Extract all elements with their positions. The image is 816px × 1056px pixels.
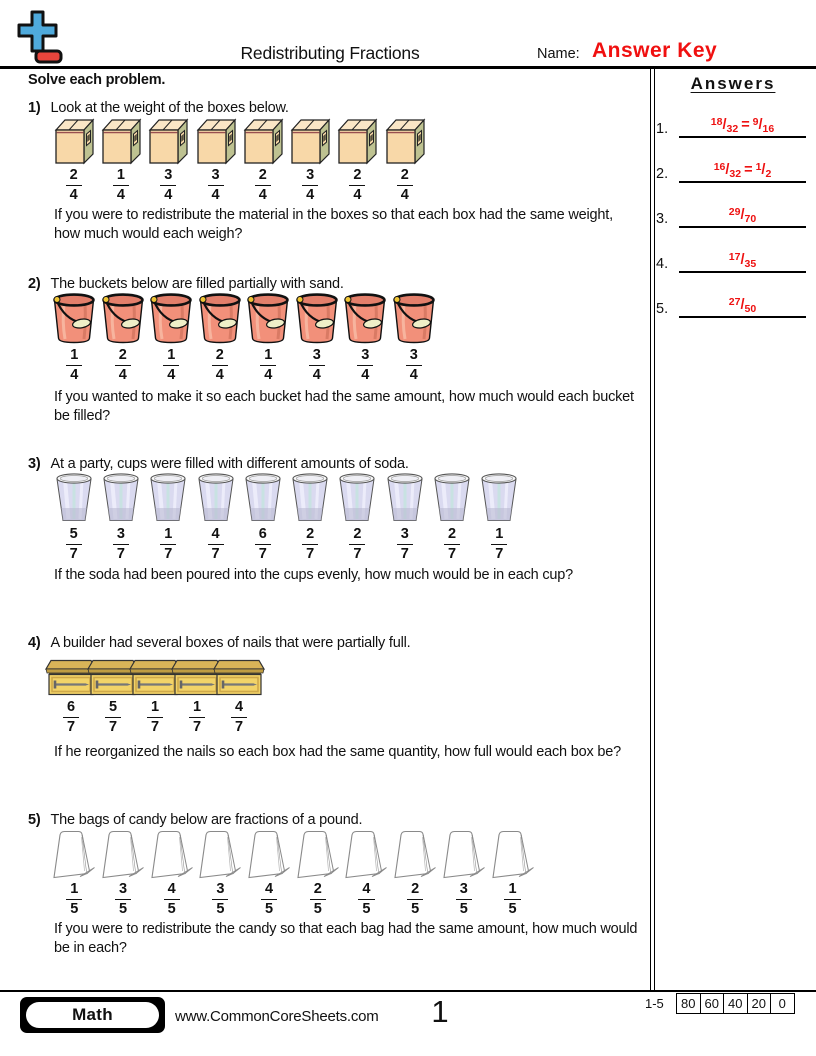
item-cell bbox=[244, 292, 293, 383]
fraction-numerator: 3 bbox=[113, 527, 129, 545]
problem-question: If you wanted to make it so each bucket had the same amount, how much would each bucket be filled? bbox=[54, 389, 634, 424]
item-cell bbox=[440, 829, 489, 917]
fraction-numerator: 2 bbox=[407, 882, 423, 900]
answers-heading: Answers bbox=[690, 74, 776, 93]
footer-rule bbox=[0, 990, 816, 992]
problem-header bbox=[28, 812, 362, 828]
fraction bbox=[66, 882, 82, 917]
fraction bbox=[208, 168, 224, 203]
fraction bbox=[407, 882, 423, 917]
score-cell: 60 bbox=[700, 994, 724, 1013]
subject-label: Math bbox=[26, 1002, 159, 1028]
fraction bbox=[358, 882, 374, 917]
fraction bbox=[231, 700, 247, 735]
instruction-text: Solve each problem. bbox=[28, 72, 166, 88]
fraction bbox=[456, 882, 472, 917]
fraction bbox=[212, 348, 228, 383]
item-cell bbox=[147, 292, 196, 383]
answer-fraction: $^{18}/_{32}$ bbox=[710, 116, 739, 135]
problem-number: 3) bbox=[28, 456, 41, 472]
fraction bbox=[115, 348, 131, 383]
fraction-denominator: 5 bbox=[362, 901, 371, 917]
item-cell bbox=[381, 117, 428, 203]
item-cell bbox=[293, 292, 342, 383]
problem-prompt: The bags of candy below are fractions of a pound. bbox=[50, 812, 363, 828]
problem-header bbox=[28, 100, 289, 116]
candy-bag-icon bbox=[295, 829, 341, 879]
fraction-numerator: 6 bbox=[63, 700, 79, 718]
fraction bbox=[113, 168, 129, 203]
fraction-denominator: 7 bbox=[306, 546, 315, 562]
item-cell bbox=[391, 829, 440, 917]
fraction-numerator: 3 bbox=[212, 882, 228, 900]
cup-icon bbox=[291, 471, 329, 524]
fraction-denominator: 7 bbox=[192, 719, 202, 735]
cup-icon bbox=[338, 471, 376, 524]
item-cell bbox=[334, 471, 381, 562]
answer-key-text: Answer Key bbox=[592, 39, 718, 62]
fraction-numerator: 1 bbox=[189, 700, 205, 718]
score-cell: 80 bbox=[681, 996, 696, 1011]
cup-icon bbox=[55, 471, 93, 524]
fraction-numerator: 6 bbox=[255, 527, 271, 545]
fraction bbox=[309, 348, 325, 383]
fraction bbox=[160, 527, 176, 562]
answer-number: 4. bbox=[656, 256, 669, 272]
problem-prompt: The buckets below are filled partially with sand. bbox=[50, 276, 344, 292]
problem-header bbox=[28, 635, 410, 651]
item-cell bbox=[145, 117, 192, 203]
fraction-numerator: 2 bbox=[212, 348, 228, 366]
item-cell bbox=[390, 292, 439, 383]
answer-number: 2. bbox=[656, 166, 669, 182]
score-table bbox=[676, 993, 795, 1014]
problem-prompt: A builder had several boxes of nails that were partially full. bbox=[50, 635, 411, 651]
fraction bbox=[357, 348, 373, 383]
fraction-denominator: 7 bbox=[66, 719, 76, 735]
answers-divider bbox=[650, 69, 655, 990]
fraction bbox=[212, 882, 228, 917]
bucket-icon bbox=[246, 292, 290, 345]
answer-fraction: $^{17}/_{35}$ bbox=[728, 251, 757, 270]
fraction-numerator: 3 bbox=[397, 527, 413, 545]
problem-question: If he reorganized the nails so each box had the same quantity, how full would each box be? bbox=[54, 744, 621, 760]
item-cell bbox=[239, 117, 286, 203]
bucket-icon bbox=[295, 292, 339, 345]
fraction bbox=[115, 882, 131, 917]
fraction-denominator: 5 bbox=[118, 901, 128, 917]
name-label: Name: bbox=[537, 46, 580, 62]
answer-row bbox=[656, 153, 806, 183]
header-rule bbox=[0, 66, 816, 69]
fraction bbox=[66, 527, 82, 562]
fraction-denominator: 4 bbox=[400, 187, 409, 203]
fraction bbox=[255, 168, 271, 203]
item-cell bbox=[293, 829, 342, 917]
fraction-denominator: 7 bbox=[447, 546, 457, 562]
fraction-denominator: 4 bbox=[353, 187, 362, 203]
fraction-numerator: 1 bbox=[163, 348, 179, 366]
fraction-numerator: 3 bbox=[357, 348, 373, 366]
cup-icon bbox=[386, 471, 424, 524]
cup-icon bbox=[480, 471, 518, 524]
item-cell bbox=[334, 117, 381, 203]
answer-fraction: $^{16}/_{32}$ bbox=[713, 161, 742, 180]
fraction-numerator: 1 bbox=[160, 527, 176, 545]
item-cell bbox=[50, 471, 97, 562]
fraction-denominator: 7 bbox=[164, 546, 173, 562]
answer-number: 5. bbox=[656, 301, 669, 317]
candy-bag-icon bbox=[149, 829, 195, 879]
candy-bag-icon bbox=[100, 829, 146, 879]
bucket-icon bbox=[149, 292, 193, 345]
fraction bbox=[66, 168, 82, 203]
fraction bbox=[302, 527, 318, 562]
website-text: www.CommonCoreSheets.com bbox=[175, 1008, 379, 1025]
fraction bbox=[302, 168, 318, 203]
fraction bbox=[310, 882, 326, 917]
fraction-denominator: 7 bbox=[353, 546, 362, 562]
fraction bbox=[105, 700, 121, 735]
cardboard-box-icon bbox=[52, 117, 96, 165]
fraction bbox=[397, 527, 413, 562]
item-cell bbox=[97, 471, 144, 562]
item-cell bbox=[50, 829, 99, 917]
fraction-numerator: 3 bbox=[456, 882, 472, 900]
problem-items-row bbox=[50, 471, 523, 562]
fraction-numerator: 4 bbox=[358, 882, 374, 900]
item-cell bbox=[145, 471, 192, 562]
fraction-numerator: 5 bbox=[66, 527, 82, 545]
problem-question: If you were to redistribute the candy so that each bag had the same amount, how much would be in each? bbox=[54, 921, 638, 956]
answer-row bbox=[656, 243, 806, 273]
candy-bag-icon bbox=[51, 829, 97, 879]
item-cell bbox=[50, 292, 99, 383]
item-cell bbox=[381, 471, 428, 562]
fraction-numerator: 2 bbox=[310, 882, 326, 900]
fraction-numerator: 3 bbox=[115, 882, 131, 900]
candy-bag-icon bbox=[392, 829, 438, 879]
fraction-denominator: 4 bbox=[164, 187, 173, 203]
problem-items-row bbox=[50, 292, 438, 383]
fraction bbox=[160, 168, 176, 203]
fraction bbox=[189, 700, 205, 735]
answer-fraction: $^{27}/_{50}$ bbox=[728, 296, 757, 315]
fraction bbox=[491, 527, 507, 562]
fraction-numerator: 2 bbox=[302, 527, 318, 545]
fraction-numerator: 2 bbox=[255, 168, 271, 186]
item-cell bbox=[342, 829, 391, 917]
fraction bbox=[208, 527, 224, 562]
problem-prompt: At a party, cups were filled with different amounts of soda. bbox=[50, 456, 409, 472]
fraction-denominator: 4 bbox=[264, 367, 273, 383]
equals-sign: = bbox=[741, 117, 750, 133]
problem-header bbox=[28, 456, 409, 472]
bucket-icon bbox=[392, 292, 436, 345]
fraction-denominator: 5 bbox=[459, 901, 468, 917]
candy-bag-icon bbox=[343, 829, 389, 879]
fraction-denominator: 4 bbox=[361, 367, 370, 383]
fraction-numerator: 1 bbox=[260, 348, 276, 366]
candy-bag-icon bbox=[246, 829, 292, 879]
answer-value bbox=[679, 251, 806, 273]
item-cell bbox=[147, 829, 196, 917]
candy-bag-icon bbox=[441, 829, 487, 879]
fraction-numerator: 3 bbox=[406, 348, 422, 366]
answer-value bbox=[679, 296, 806, 318]
fraction bbox=[255, 527, 271, 562]
item-cell bbox=[428, 471, 475, 562]
item-cell bbox=[192, 471, 239, 562]
problem-prompt: Look at the weight of the boxes below. bbox=[50, 100, 289, 116]
answer-value bbox=[679, 161, 806, 183]
item-cell bbox=[50, 117, 97, 203]
item-cell bbox=[286, 117, 333, 203]
answer-row bbox=[656, 198, 806, 228]
cup-icon bbox=[244, 471, 282, 524]
cup-icon bbox=[102, 471, 140, 524]
item-cell bbox=[99, 829, 148, 917]
fraction-denominator: 7 bbox=[116, 546, 125, 562]
cup-icon bbox=[433, 471, 471, 524]
answer-fraction: $^{29}/_{70}$ bbox=[728, 206, 757, 225]
fraction-numerator: 2 bbox=[349, 168, 365, 186]
fraction-denominator: 4 bbox=[258, 187, 267, 203]
score-cell: 40 bbox=[723, 994, 747, 1013]
cardboard-box-icon bbox=[146, 117, 190, 165]
fraction-denominator: 7 bbox=[234, 719, 244, 735]
fraction bbox=[164, 882, 180, 917]
bucket-icon bbox=[52, 292, 96, 345]
answer-row bbox=[656, 108, 806, 138]
fraction-numerator: 3 bbox=[302, 168, 318, 186]
fraction-denominator: 4 bbox=[118, 367, 127, 383]
nail-box-icon bbox=[212, 659, 266, 697]
item-cell bbox=[488, 829, 537, 917]
problem-number: 4) bbox=[28, 635, 41, 651]
fraction bbox=[66, 348, 82, 383]
problem-items-row bbox=[50, 659, 260, 735]
problem-2 bbox=[0, 276, 650, 452]
problem-4 bbox=[0, 635, 650, 811]
fraction bbox=[113, 527, 129, 562]
item-cell bbox=[245, 829, 294, 917]
fraction-denominator: 4 bbox=[116, 187, 125, 203]
problem-items-row bbox=[50, 117, 428, 203]
fraction bbox=[406, 348, 422, 383]
fraction bbox=[349, 527, 365, 562]
fraction-denominator: 5 bbox=[70, 901, 79, 917]
score-cell: 20 bbox=[747, 994, 771, 1013]
fraction-denominator: 5 bbox=[265, 901, 274, 917]
fraction-numerator: 3 bbox=[208, 168, 224, 186]
fraction bbox=[147, 700, 163, 735]
fraction-denominator: 5 bbox=[411, 901, 420, 917]
fraction-numerator: 2 bbox=[349, 527, 365, 545]
fraction-numerator: 4 bbox=[231, 700, 247, 718]
item-cell bbox=[476, 471, 523, 562]
cardboard-box-icon bbox=[194, 117, 238, 165]
answer-fraction: $^9/_{16}$ bbox=[752, 116, 775, 135]
answer-row bbox=[656, 288, 806, 318]
fraction-numerator: 1 bbox=[113, 168, 129, 186]
fraction-numerator: 1 bbox=[147, 700, 163, 718]
fraction-numerator: 3 bbox=[160, 168, 176, 186]
problem-1 bbox=[0, 100, 650, 276]
problem-5 bbox=[0, 812, 650, 988]
answer-number: 1. bbox=[656, 121, 669, 137]
cup-icon bbox=[149, 471, 187, 524]
item-cell bbox=[196, 829, 245, 917]
fraction-numerator: 2 bbox=[115, 348, 131, 366]
problem-header bbox=[28, 276, 344, 292]
problem-number: 5) bbox=[28, 812, 41, 828]
fraction-denominator: 4 bbox=[215, 367, 224, 383]
candy-bag-icon bbox=[490, 829, 536, 879]
cardboard-box-icon bbox=[241, 117, 285, 165]
item-cell bbox=[341, 292, 390, 383]
fraction-denominator: 4 bbox=[69, 187, 78, 203]
cup-icon bbox=[197, 471, 235, 524]
problem-question: If the soda had been poured into the cups evenly, how much would be in each cup? bbox=[54, 567, 573, 583]
bucket-icon bbox=[101, 292, 145, 345]
cardboard-box-icon bbox=[335, 117, 379, 165]
fraction-numerator: 4 bbox=[208, 527, 224, 545]
fraction bbox=[504, 882, 520, 917]
score-range-label: 1-5 bbox=[645, 996, 664, 1011]
fraction-numerator: 5 bbox=[105, 700, 121, 718]
fraction bbox=[397, 168, 413, 203]
item-cell bbox=[97, 117, 144, 203]
fraction-denominator: 7 bbox=[108, 719, 118, 735]
fraction bbox=[260, 348, 276, 383]
fraction-numerator: 4 bbox=[164, 882, 180, 900]
fraction bbox=[349, 168, 365, 203]
item-cell bbox=[99, 292, 148, 383]
subject-badge bbox=[20, 997, 165, 1033]
problem-number: 1) bbox=[28, 100, 41, 116]
problem-items-row bbox=[50, 829, 537, 917]
fraction-denominator: 7 bbox=[211, 546, 220, 562]
score-cell: 0 bbox=[770, 994, 794, 1013]
cardboard-box-icon bbox=[99, 117, 143, 165]
fraction-numerator: 2 bbox=[444, 527, 460, 545]
fraction-numerator: 1 bbox=[491, 527, 507, 545]
fraction-denominator: 7 bbox=[400, 546, 409, 562]
answer-value bbox=[679, 206, 806, 228]
page-title: Redistributing Fractions bbox=[240, 43, 420, 63]
fraction-denominator: 5 bbox=[313, 901, 322, 917]
fraction-denominator: 4 bbox=[312, 367, 321, 383]
fraction-numerator: 2 bbox=[397, 168, 413, 186]
commoncoresheets-logo-icon bbox=[14, 9, 64, 66]
item-cell bbox=[196, 292, 245, 383]
fraction-denominator: 7 bbox=[495, 546, 504, 562]
problem-question: If you were to redistribute the material in the boxes so that each box had the same weight, how much would each weigh? bbox=[54, 207, 613, 242]
item-cell bbox=[218, 659, 260, 735]
fraction-denominator: 5 bbox=[508, 901, 517, 917]
fraction-denominator: 7 bbox=[69, 546, 78, 562]
fraction-numerator: 1 bbox=[66, 348, 82, 366]
problem-3 bbox=[0, 456, 650, 632]
cardboard-box-icon bbox=[383, 117, 427, 165]
bucket-icon bbox=[343, 292, 387, 345]
fraction-denominator: 4 bbox=[306, 187, 315, 203]
fraction bbox=[261, 882, 277, 917]
fraction bbox=[63, 700, 79, 735]
cardboard-box-icon bbox=[288, 117, 332, 165]
item-cell bbox=[239, 471, 286, 562]
fraction-denominator: 4 bbox=[167, 367, 176, 383]
answer-value bbox=[679, 116, 806, 138]
candy-bag-icon bbox=[197, 829, 243, 879]
item-cell bbox=[192, 117, 239, 203]
bucket-icon bbox=[198, 292, 242, 345]
fraction-denominator: 4 bbox=[70, 367, 79, 383]
fraction-numerator: 1 bbox=[66, 882, 82, 900]
item-cell bbox=[286, 471, 333, 562]
problem-number: 2) bbox=[28, 276, 41, 292]
answer-fraction: $^1/_2$ bbox=[755, 161, 772, 180]
fraction bbox=[163, 348, 179, 383]
fraction-denominator: 4 bbox=[211, 187, 220, 203]
fraction-denominator: 7 bbox=[150, 719, 160, 735]
fraction-denominator: 5 bbox=[167, 901, 176, 917]
fraction-numerator: 1 bbox=[504, 882, 520, 900]
fraction-denominator: 5 bbox=[216, 901, 225, 917]
fraction bbox=[444, 527, 460, 562]
fraction-numerator: 2 bbox=[66, 168, 82, 186]
fraction-denominator: 4 bbox=[409, 367, 418, 383]
page-number: 1 bbox=[431, 994, 449, 1029]
fraction-denominator: 7 bbox=[258, 546, 267, 562]
answer-number: 3. bbox=[656, 211, 669, 227]
fraction-numerator: 4 bbox=[261, 882, 277, 900]
fraction-numerator: 3 bbox=[309, 348, 325, 366]
equals-sign: = bbox=[744, 162, 753, 178]
